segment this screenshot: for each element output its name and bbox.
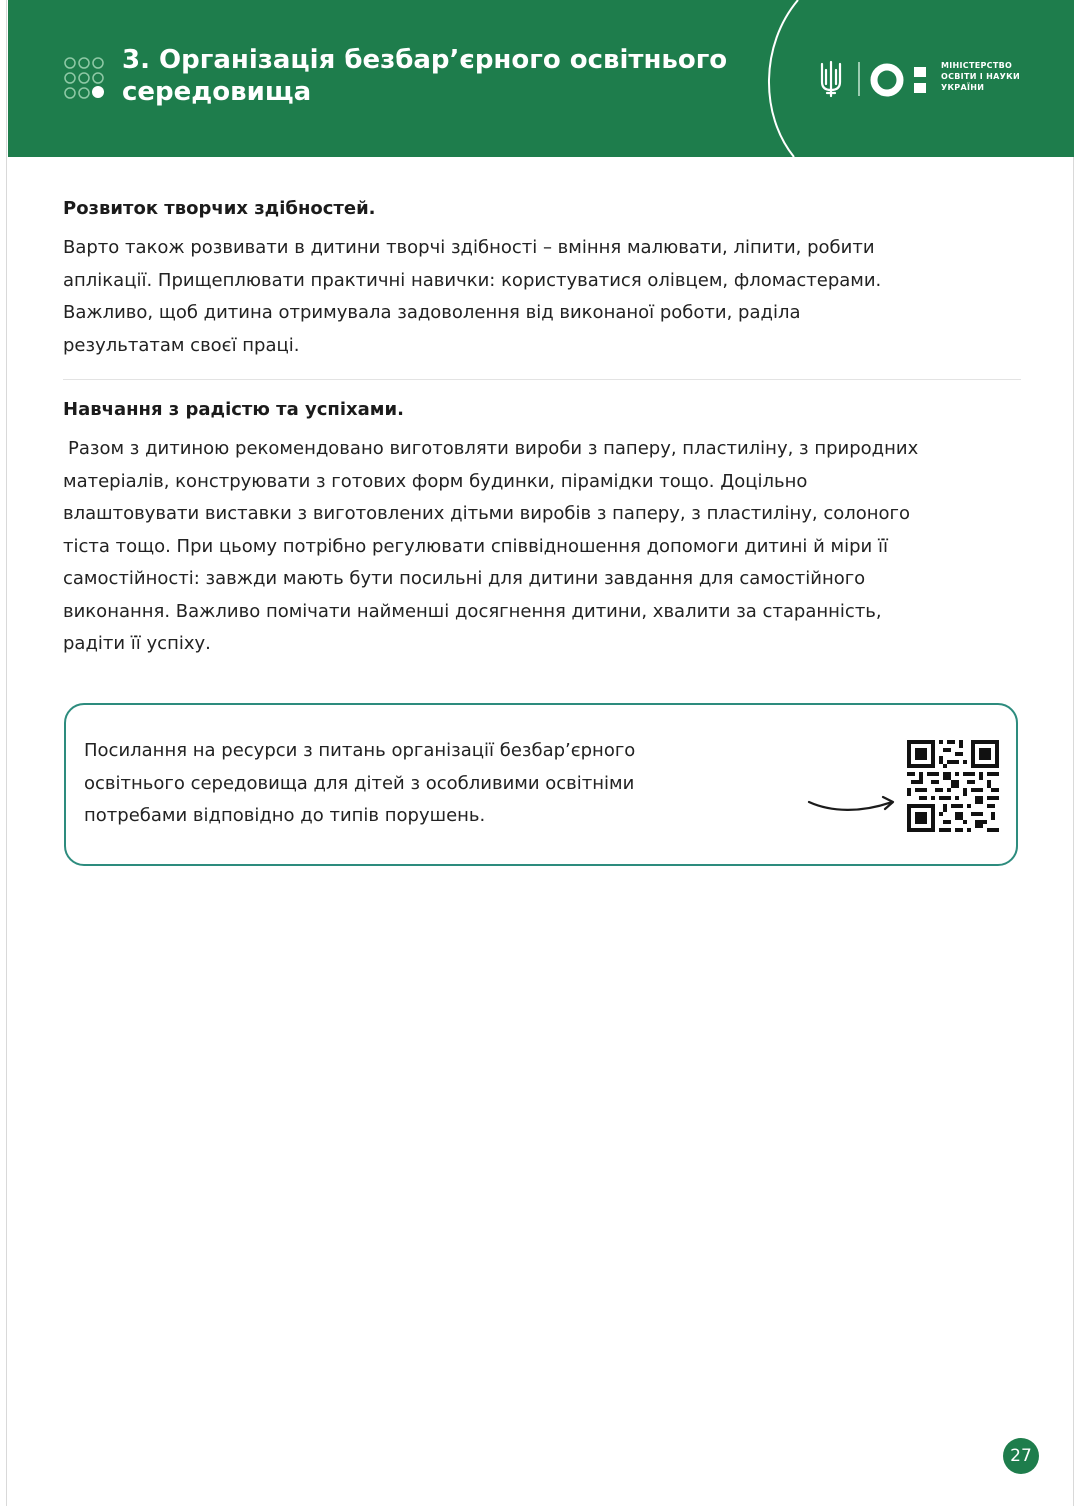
resource-link-text bbox=[84, 735, 734, 833]
ministry-name-line-2: ОСВІТИ І НАУКИ bbox=[941, 72, 1020, 81]
trident-emblem-icon bbox=[818, 60, 844, 98]
resource-text-line: потребами відповідно до типів порушень. bbox=[84, 805, 486, 826]
paragraph-line: Важливо, щоб дитина отримувала задоволення від виконаної роботи, раділа bbox=[63, 302, 801, 323]
resource-link-box bbox=[64, 703, 1018, 866]
section-divider bbox=[63, 379, 1021, 380]
paragraph-line: результатам своєї праці. bbox=[63, 334, 300, 356]
paragraph-line: Варто також розвивати в дитини творчі здібності – вміння малювати, ліпити, робити bbox=[63, 237, 875, 258]
resource-text-line: освітнього середовища для дітей з особливими освітніми bbox=[84, 772, 635, 794]
creative-abilities-paragraph bbox=[63, 232, 993, 362]
section-title-line-2: середовища bbox=[122, 77, 312, 107]
logo-divider bbox=[858, 62, 860, 96]
paragraph-line: самостійності: завжди мають бути посильні для дитини завдання для самостійного bbox=[63, 568, 866, 589]
section-title bbox=[122, 44, 742, 108]
resource-text-line: Посилання на ресурси з питань організації безбар’єрного bbox=[84, 740, 636, 761]
paragraph-line: влаштовувати виставки з виготовлених дітьми виробів з паперу, з пластиліну, солоного bbox=[63, 503, 911, 524]
ministry-name-line-1: МІНІСТЕРСТВО bbox=[941, 61, 1013, 70]
learning-with-joy-paragraph bbox=[63, 433, 1015, 661]
paragraph-line: радіти її успіху. bbox=[63, 633, 211, 654]
ministry-name-line-3: УКРАЇНИ bbox=[941, 83, 985, 92]
paragraph-line: аплікації. Прищеплювати практичні навички: користуватися олівцем, фломастерами. bbox=[63, 269, 882, 291]
ministry-name bbox=[941, 60, 1051, 93]
arrow-right-icon bbox=[806, 793, 898, 815]
page-content bbox=[63, 196, 1023, 661]
section-heading-learning-with-joy: Навчання з радістю та успіхами. bbox=[63, 399, 404, 420]
section-dots-icon bbox=[63, 56, 107, 102]
paragraph-line: виконання. Важливо помічати найменші досягнення дитини, хвалити за старанність, bbox=[63, 600, 882, 622]
page-header bbox=[8, 0, 1074, 157]
paragraph-line: матеріалів, конструювати з готових форм будинки, пірамідки тощо. Доцільно bbox=[63, 470, 808, 492]
qr-code[interactable] bbox=[907, 740, 999, 832]
section-heading-creative-abilities: Розвиток творчих здібностей. bbox=[63, 198, 376, 219]
paragraph-line: Разом з дитиною рекомендовано виготовляти вироби з паперу, пластиліну, з природних bbox=[68, 438, 919, 459]
ministry-logo-icon bbox=[870, 62, 932, 98]
page-number: 27 bbox=[1003, 1438, 1039, 1474]
paragraph-line: тіста тощо. При цьому потрібно регулювати співвідношення допомоги дитині й міри її bbox=[63, 535, 888, 557]
section-title-line-1: 3. Організація безбар’єрного освітнього bbox=[122, 45, 728, 75]
